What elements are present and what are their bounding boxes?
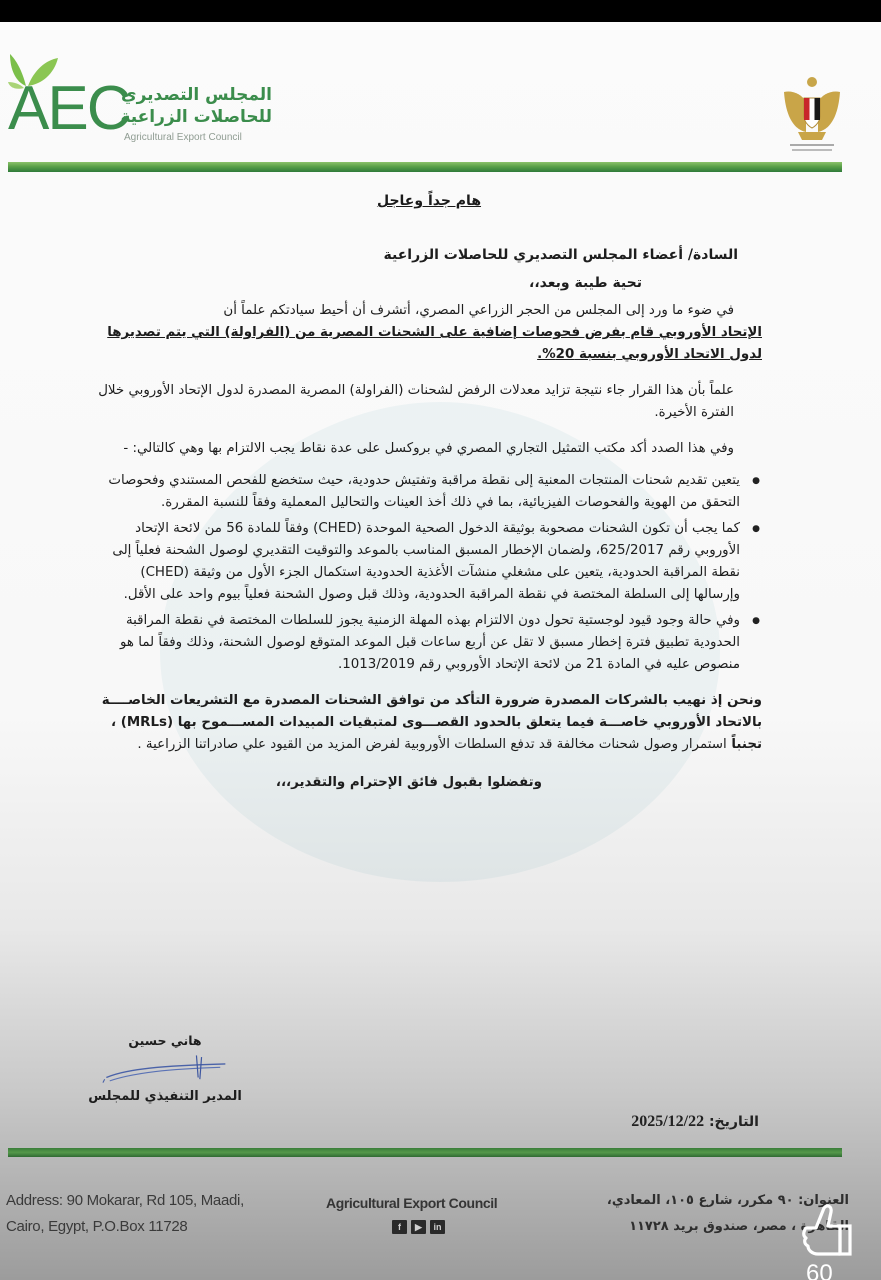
paragraph-4 [96, 690, 762, 756]
facebook-icon[interactable]: f [392, 1220, 407, 1234]
paragraph-2 [96, 380, 762, 424]
address-ar-line1: العنوان: ٩٠ مكرر، شارع ١٠٥، المعادي، [606, 1193, 849, 1208]
org-name-en: Agricultural Export Council [124, 132, 242, 143]
linkedin-icon[interactable]: in [430, 1220, 445, 1234]
paragraph-4-bold: ونحن إذ نهيب بالشركات المصدرة ضرورة التأكد من توافق الشحنات المصدرة مع التشريعات الخاصــــة بالاتحاد الأوروبي خاصـــة فيما يتعلق بالحدود القصـــوى لمتبقيات المبيدات المســـموح بها (MRLs) ، تجنباً [101, 693, 762, 752]
header-divider [8, 162, 842, 172]
requirements-list [96, 470, 762, 676]
signature-block [60, 1032, 270, 1106]
list-item: ● يتعين تقديم شحنات المنتجات المعنية إلى نقطة مراقبة وتفتيش حدودية، حيث ستخضع للفحص المستندي وفحوصات التحقق من الهوية والفحوصات الفيزيائية، بما في ذلك أخذ العينات والتحاليل المعملية وفقاً للنسبة المقررة. [96, 470, 762, 514]
letter-headline: هام جداً وعاجل [376, 193, 482, 209]
address-ar-line2: القاهرة ، مصر، صندوق بريد ١١٧٢٨ [629, 1219, 849, 1234]
status-bar [0, 0, 881, 22]
youtube-icon[interactable]: ▶ [411, 1220, 426, 1234]
letter-date [631, 1112, 759, 1132]
date-value: 2025/12/22 [631, 1113, 705, 1130]
paragraph-3 [96, 438, 762, 460]
signatory-name: هاني حسين [128, 1033, 202, 1048]
like-count: 60 [806, 1260, 833, 1280]
closing-line: وتفضلوا بقبول فائق الإحترام والتقدير،،، [275, 775, 542, 790]
paragraph-1-lead: في ضوء ما ورد إلى المجلس من الحجر الزراعي المصري، أتشرف أن أحيط سيادتكم علماً أن [223, 303, 734, 318]
org-name-ar-line2: للحاصلات الزراعية [120, 107, 272, 127]
address-en [6, 1188, 244, 1240]
letter-body [96, 190, 762, 794]
paragraph-3-text: وفي هذا الصدد أكد مكتب التمثيل التجاري المصري في بروكسل على عدة نقاط يجب الالتزام بها وهي كالتالي: - [123, 441, 734, 456]
org-name-ar-line1: المجلس التصديري [120, 85, 272, 105]
footer-divider [8, 1148, 842, 1157]
paragraph-1-emphasis: الإتحاد الأوروبي قام بفرض فحوصات إضافية على الشحنات المصرية من (الفراولة) التي يتم تصديرها لدول الاتحاد الأوروبي بنسبة 20%. [107, 325, 762, 362]
social-links [392, 1220, 445, 1234]
letter-page [0, 22, 881, 1280]
list-item: ● كما يجب أن تكون الشحنات مصحوبة بوثيقة الدخول الصحية الموحدة (CHED) وفقاً للمادة 56 من لائحة الإتحاد الأوروبي رقم 625/2017، ولضمان الإخطار المسبق المناسب بالموعد والتوقيت التقديري لوصول الشحنة فعلياً إلى نقطة المراقبة الحدودية، يتعين على مشغلي منشآت الأغذية الحدودية استكمال الجزء الأول من وثيقة (CHED) وإرسالها إلى السلطة المختصة في نقطة المراقبة الحدودية، وذلك قبل وصول الشحنة فعلياً بيوم واحد على الأقل. [96, 518, 762, 606]
aec-logo-letters: AEC [8, 74, 130, 143]
footer-org-name: Agricultural Export Council [326, 1195, 498, 1211]
signature-image [90, 1052, 240, 1086]
date-label: التاريخ: [708, 1114, 759, 1130]
address-en-line2: Cairo, Egypt, P.O.Box 11728 [6, 1218, 188, 1235]
egypt-eagle-emblem-icon [780, 72, 844, 156]
paragraph-2-text: علماً بأن هذا القرار جاء نتيجة تزايد معدلات الرفض لشحنات (الفراولة) المصرية المصدرة لدول الإتحاد الأوروبي خلال الفترة الأخيرة. [98, 383, 734, 420]
addressee: السادة/ أعضاء المجلس التصديري للحاصلات الزراعية [383, 247, 738, 263]
paragraph-4-rest: استمرار وصول شحنات مخالفة قد تدفع السلطات الأوروبية لفرض المزيد من القيود علي صادراتنا الزراعية . [137, 737, 727, 752]
address-en-line1: Address: 90 Mokarar, Rd 105, Maadi, [6, 1192, 244, 1209]
list-item: ● وفي حالة وجود قيود لوجستية تحول دون الالتزام بهذه المهلة الزمنية يجوز للسلطات المختصة في نقطة المراقبة الحدودية تطبيق فترة إخطار مسبق لا تقل عن أربع ساعات قبل الموعد المتوقع لوصول الشحنة، وذلك وفقاً لما هو منصوص عليه في المادة 21 من لائحة الإتحاد الأوروبي رقم 1013/2019. [96, 610, 762, 676]
thumbs-up-icon[interactable] [796, 1200, 854, 1260]
paragraph-1 [96, 300, 762, 366]
signatory-title: المدير التنفيذي للمجلس [88, 1089, 242, 1104]
greeting: تحية طيبة وبعد،، [529, 275, 642, 291]
